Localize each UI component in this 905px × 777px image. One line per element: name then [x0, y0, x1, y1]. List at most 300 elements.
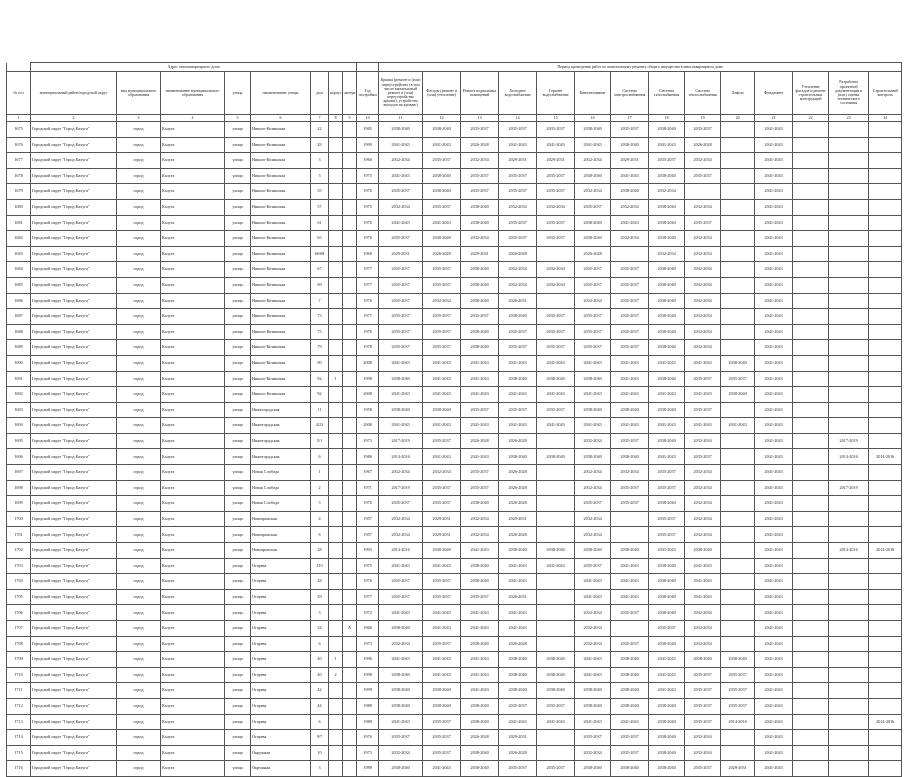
- table-cell: 1693: [7, 402, 31, 418]
- table-cell: [869, 340, 902, 356]
- table-cell: [343, 168, 357, 184]
- table-cell: 2041-2043: [379, 137, 423, 153]
- table-cell: 2032-2034: [611, 199, 649, 215]
- table-cell: Городской округ "Город Калуга": [31, 418, 117, 434]
- table-cell: 1960: [357, 153, 379, 169]
- table-cell: 2038-2040: [649, 636, 685, 652]
- table-cell: [343, 433, 357, 449]
- table-cell: [537, 480, 575, 496]
- table-cell: 2035-2037: [379, 589, 423, 605]
- column-header: Утепление фасадов и ремонт строительных конструкций: [793, 72, 829, 115]
- table-cell: 2032-2034: [537, 262, 575, 278]
- table-cell: Новоаровская: [251, 527, 311, 543]
- table-cell: город: [117, 667, 161, 683]
- table-cell: 3: [311, 496, 329, 512]
- table-cell: город: [117, 636, 161, 652]
- table-cell: улица: [225, 480, 251, 496]
- table-cell: 2041-2043: [685, 418, 721, 434]
- table-cell: 1976: [357, 574, 379, 590]
- table-cell: [869, 605, 902, 621]
- table-cell: Городской округ "Город Калуга": [31, 246, 117, 262]
- table-cell: 34: [311, 621, 329, 637]
- table-cell: [793, 589, 829, 605]
- table-cell: 1976: [357, 231, 379, 247]
- table-cell: 2035-2037: [499, 184, 537, 200]
- table-cell: 2035-2037: [611, 340, 649, 356]
- table-cell: 2032-2034: [685, 621, 721, 637]
- table-cell: 1677: [7, 153, 31, 169]
- table-cell: Городской округ "Город Калуга": [31, 199, 117, 215]
- table-cell: улица: [225, 418, 251, 434]
- table-cell: Николо-Козинская: [251, 262, 311, 278]
- table-cell: 2035-2037: [537, 231, 575, 247]
- table-cell: город: [117, 621, 161, 637]
- table-cell: 2041-2043: [611, 355, 649, 371]
- table-cell: [329, 433, 343, 449]
- table-cell: 2041-2043: [499, 714, 537, 730]
- table-cell: улица: [225, 574, 251, 590]
- table-cell: Огарева: [251, 730, 311, 746]
- table-row: [7, 449, 902, 465]
- table-row: [7, 574, 902, 590]
- table-cell: 1975: [357, 168, 379, 184]
- table-cell: 2035-2037: [649, 621, 685, 637]
- table-cell: 2038-2040: [537, 543, 575, 559]
- column-header: Разработка проектной документации и (или) оценка технического состояния: [829, 72, 869, 115]
- table-cell: [829, 231, 869, 247]
- table-cell: Городской округ "Город Калуга": [31, 231, 117, 247]
- table-cell: 1714: [7, 730, 31, 746]
- table-cell: Городской округ "Город Калуга": [31, 153, 117, 169]
- table-cell: [721, 543, 755, 559]
- table-cell: 2035-2037: [499, 698, 537, 714]
- table-cell: 2014-2016: [379, 449, 423, 465]
- table-cell: [329, 605, 343, 621]
- table-cell: 2038-2040: [423, 168, 461, 184]
- table-cell: [537, 293, 575, 309]
- table-cell: 2041-2043: [423, 355, 461, 371]
- table-row: [7, 231, 902, 247]
- table-cell: 2041-2043: [611, 371, 649, 387]
- table-cell: 2035-2037: [575, 558, 611, 574]
- table-row: [7, 340, 902, 356]
- table-cell: Николо-Козинская: [251, 340, 311, 356]
- table-cell: [829, 527, 869, 543]
- table-cell: [329, 543, 343, 559]
- column-number: 5: [225, 115, 251, 122]
- table-cell: 2041-2043: [379, 355, 423, 371]
- column-number: 20: [721, 115, 755, 122]
- table-cell: 2032-2034: [685, 496, 721, 512]
- table-cell: 2041-2043: [755, 309, 793, 325]
- table-cell: 1989: [357, 761, 379, 777]
- table-cell: 2032-2034: [685, 340, 721, 356]
- table-cell: улица: [225, 527, 251, 543]
- table-cell: [829, 683, 869, 699]
- table-cell: [829, 496, 869, 512]
- table-cell: [343, 262, 357, 278]
- table-cell: 2041-2043: [461, 355, 499, 371]
- table-cell: 1701: [7, 527, 31, 543]
- table-cell: 2029-2031: [461, 246, 499, 262]
- table-cell: 2035-2037: [423, 730, 461, 746]
- table-cell: Городской округ "Город Калуга": [31, 652, 117, 668]
- table-cell: 2029-2031: [611, 153, 649, 169]
- column-number: 7: [311, 115, 329, 122]
- table-cell: 1: [329, 652, 343, 668]
- table-cell: 2038-2040: [537, 371, 575, 387]
- table-cell: Николо-Козинская: [251, 184, 311, 200]
- table-cell: Городской округ "Город Калуга": [31, 589, 117, 605]
- table-cell: 2035-2037: [379, 340, 423, 356]
- table-cell: 1706: [7, 605, 31, 621]
- table-cell: 2041-2043: [755, 246, 793, 262]
- table-cell: 2041-2043: [423, 621, 461, 637]
- table-cell: [793, 667, 829, 683]
- table-cell: [537, 465, 575, 481]
- table-cell: 2035-2037: [379, 496, 423, 512]
- table-cell: [721, 449, 755, 465]
- table-cell: Огарева: [251, 574, 311, 590]
- table-cell: 2041-2043: [755, 122, 793, 138]
- column-header: Фасады (ремонт и (или) утепление): [423, 72, 461, 115]
- table-cell: Городской округ "Город Калуга": [31, 168, 117, 184]
- table-cell: 6: [311, 449, 329, 465]
- table-cell: Городской округ "Город Калуга": [31, 621, 117, 637]
- table-cell: [793, 527, 829, 543]
- table-cell: 2038-2040: [611, 543, 649, 559]
- table-cell: Огарева: [251, 589, 311, 605]
- table-cell: [329, 215, 343, 231]
- column-header: наименование муниципального образования: [161, 72, 225, 115]
- table-cell: Нижегородская: [251, 449, 311, 465]
- table-cell: 2038-2040: [649, 574, 685, 590]
- table-cell: [329, 137, 343, 153]
- table-cell: 2038-2040: [499, 543, 537, 559]
- table-cell: [829, 402, 869, 418]
- table-cell: 1996: [357, 652, 379, 668]
- table-cell: 2032-2034: [575, 480, 611, 496]
- table-cell: 2038-2040: [379, 698, 423, 714]
- table-cell: [329, 402, 343, 418]
- table-cell: 2014-2016: [869, 714, 902, 730]
- table-cell: улица: [225, 667, 251, 683]
- table-cell: город: [117, 137, 161, 153]
- table-cell: улица: [225, 465, 251, 481]
- table-cell: [343, 714, 357, 730]
- table-cell: 1975: [357, 558, 379, 574]
- table-cell: город: [117, 371, 161, 387]
- table-cell: [343, 465, 357, 481]
- repair-schedule-table: [6, 62, 902, 777]
- table-cell: 5/1: [311, 433, 329, 449]
- table-cell: [793, 184, 829, 200]
- table-cell: 2041-2043: [755, 714, 793, 730]
- table-cell: [793, 309, 829, 325]
- table-cell: 1690: [7, 355, 31, 371]
- table-cell: 1683: [7, 246, 31, 262]
- table-cell: [343, 605, 357, 621]
- table-cell: Огарева: [251, 714, 311, 730]
- table-cell: [343, 652, 357, 668]
- table-cell: 2032-2034: [575, 621, 611, 637]
- table-cell: [537, 605, 575, 621]
- table-cell: 2035-2037: [379, 231, 423, 247]
- table-cell: 2038-2040: [423, 231, 461, 247]
- table-cell: 2041-2043: [423, 371, 461, 387]
- table-cell: [329, 122, 343, 138]
- table-cell: 2041-2043: [685, 387, 721, 403]
- table-cell: город: [117, 215, 161, 231]
- table-cell: [793, 465, 829, 481]
- table-cell: 2035-2037: [423, 636, 461, 652]
- table-cell: 2029-2031: [721, 761, 755, 777]
- table-cell: 2041-2043: [575, 574, 611, 590]
- table-cell: 2041-2043: [499, 558, 537, 574]
- table-cell: 2038-2040: [685, 543, 721, 559]
- table-cell: Городской округ "Город Калуга": [31, 527, 117, 543]
- table-cell: [329, 153, 343, 169]
- table-cell: [343, 745, 357, 761]
- table-cell: [343, 574, 357, 590]
- table-cell: Городской округ "Город Калуга": [31, 698, 117, 714]
- table-cell: 2032-2034: [685, 153, 721, 169]
- table-cell: 2038-2040: [461, 714, 499, 730]
- table-cell: [721, 137, 755, 153]
- table-cell: 2038-2040: [461, 636, 499, 652]
- table-cell: 2035-2037: [575, 277, 611, 293]
- table-cell: улица: [225, 402, 251, 418]
- table-cell: Городской округ "Город Калуга": [31, 465, 117, 481]
- table-cell: [343, 698, 357, 714]
- table-cell: улица: [225, 262, 251, 278]
- table-cell: город: [117, 168, 161, 184]
- table-cell: 1976: [357, 184, 379, 200]
- table-cell: [829, 324, 869, 340]
- table-cell: [793, 730, 829, 746]
- table-cell: [829, 277, 869, 293]
- table-cell: [793, 137, 829, 153]
- table-cell: 2041-2043: [423, 137, 461, 153]
- table-cell: улица: [225, 371, 251, 387]
- table-cell: [537, 527, 575, 543]
- table-cell: 1704: [7, 574, 31, 590]
- table-cell: 2038-2040: [575, 449, 611, 465]
- table-cell: 2035-2037: [575, 730, 611, 746]
- table-cell: 2035-2037: [499, 761, 537, 777]
- table-cell: 2041-2043: [499, 387, 537, 403]
- table-cell: [329, 387, 343, 403]
- table-cell: 2041-2043: [537, 387, 575, 403]
- table-cell: 2038-2040: [461, 262, 499, 278]
- column-header: улица: [225, 72, 251, 115]
- table-cell: 40: [311, 667, 329, 683]
- table-cell: 2035-2037: [611, 262, 649, 278]
- table-cell: 1711: [7, 683, 31, 699]
- table-cell: Городской округ "Город Калуга": [31, 480, 117, 496]
- table-cell: Калуга: [161, 527, 225, 543]
- table-row: [7, 371, 902, 387]
- table-cell: Калуга: [161, 199, 225, 215]
- table-cell: 7: [311, 293, 329, 309]
- table-cell: город: [117, 402, 161, 418]
- table-cell: [721, 636, 755, 652]
- table-cell: 2038-2040: [575, 122, 611, 138]
- table-cell: [343, 231, 357, 247]
- table-cell: 2035-2037: [685, 761, 721, 777]
- table-cell: Калуга: [161, 402, 225, 418]
- table-cell: [793, 324, 829, 340]
- table-cell: [869, 480, 902, 496]
- column-number: 17: [611, 115, 649, 122]
- table-cell: 2032-2034: [423, 293, 461, 309]
- table-cell: 66/68: [311, 246, 329, 262]
- table-cell: Новая Слобода: [251, 480, 311, 496]
- table-cell: Калуга: [161, 153, 225, 169]
- table-cell: 1972: [357, 605, 379, 621]
- table-cell: 2029-2031: [423, 527, 461, 543]
- table-cell: 2041-2043: [423, 215, 461, 231]
- table-cell: [869, 309, 902, 325]
- table-cell: 90: [311, 355, 329, 371]
- table-cell: 2041-2043: [685, 589, 721, 605]
- table-cell: 2032-2034: [461, 527, 499, 543]
- table-cell: 2035-2037: [611, 433, 649, 449]
- table-cell: Николо-Козинская: [251, 309, 311, 325]
- table-cell: 2035-2037: [649, 511, 685, 527]
- table-cell: 2026-2028: [499, 636, 537, 652]
- table-cell: 2041-2043: [611, 558, 649, 574]
- table-cell: 2038-2040: [649, 324, 685, 340]
- table-cell: Огарева: [251, 621, 311, 637]
- table-cell: 28: [311, 574, 329, 590]
- table-cell: 2038-2040: [611, 667, 649, 683]
- table-cell: 2041-2043: [755, 480, 793, 496]
- table-cell: [793, 543, 829, 559]
- table-cell: [721, 465, 755, 481]
- table-cell: 2041-2043: [575, 667, 611, 683]
- table-cell: 79: [311, 340, 329, 356]
- table-cell: [329, 340, 343, 356]
- table-cell: [869, 418, 902, 434]
- table-cell: 2041-2043: [755, 277, 793, 293]
- table-cell: Городской округ "Город Калуга": [31, 683, 117, 699]
- table-cell: 29: [311, 589, 329, 605]
- table-cell: 2035-2037: [611, 309, 649, 325]
- table-cell: 1685: [7, 277, 31, 293]
- table-cell: 2029-2031: [499, 153, 537, 169]
- table-cell: 2035-2037: [423, 324, 461, 340]
- table-cell: Огарева: [251, 558, 311, 574]
- table-cell: Городской округ "Город Калуга": [31, 277, 117, 293]
- table-cell: 2026-2028: [499, 496, 537, 512]
- table-cell: [793, 683, 829, 699]
- table-cell: 2035-2037: [499, 340, 537, 356]
- table-cell: 2038-2040: [649, 433, 685, 449]
- table-cell: 2041-2043: [755, 387, 793, 403]
- table-cell: 2041-2043: [755, 589, 793, 605]
- table-cell: 2041-2043: [755, 402, 793, 418]
- table-cell: Нижегородская: [251, 402, 311, 418]
- table-cell: Калуга: [161, 371, 225, 387]
- table-cell: 40: [311, 652, 329, 668]
- table-cell: Калуга: [161, 621, 225, 637]
- table-cell: 2038-2040: [423, 683, 461, 699]
- table-cell: 1710: [7, 667, 31, 683]
- table-cell: 2032-2034: [575, 527, 611, 543]
- column-number-row: [7, 115, 902, 122]
- table-cell: 2038-2040: [575, 543, 611, 559]
- table-cell: 1679: [7, 184, 31, 200]
- table-cell: 2041-2043: [721, 418, 755, 434]
- table-cell: [829, 293, 869, 309]
- table-cell: 2041-2043: [423, 449, 461, 465]
- table-row: [7, 153, 902, 169]
- table-cell: Калуга: [161, 745, 225, 761]
- table-cell: 2038-2040: [649, 340, 685, 356]
- table-cell: [329, 589, 343, 605]
- program-table-sheet: [6, 62, 899, 777]
- table-cell: улица: [225, 589, 251, 605]
- table-cell: Городской округ "Город Калуга": [31, 714, 117, 730]
- table-cell: 2026-2031: [499, 293, 537, 309]
- table-cell: 2035-2037: [685, 122, 721, 138]
- table-cell: 73: [311, 309, 329, 325]
- table-cell: 2038-2040: [649, 277, 685, 293]
- table-cell: Калуга: [161, 558, 225, 574]
- table-cell: Городской округ "Город Калуга": [31, 449, 117, 465]
- table-body: [7, 122, 902, 777]
- table-cell: [869, 199, 902, 215]
- table-cell: Калуга: [161, 761, 225, 777]
- table-cell: 2038-2040: [461, 340, 499, 356]
- table-cell: [721, 309, 755, 325]
- table-cell: 2041-2043: [537, 714, 575, 730]
- table-row: [7, 418, 902, 434]
- table-cell: 2032-2034: [685, 511, 721, 527]
- table-cell: город: [117, 698, 161, 714]
- table-cell: [869, 293, 902, 309]
- table-cell: 2038-2040: [499, 683, 537, 699]
- table-cell: 2032-2034: [379, 527, 423, 543]
- table-cell: [721, 480, 755, 496]
- table-cell: [329, 277, 343, 293]
- table-cell: [829, 153, 869, 169]
- table-cell: 57: [311, 199, 329, 215]
- table-cell: [793, 418, 829, 434]
- table-cell: Городской округ "Город Калуга": [31, 730, 117, 746]
- table-cell: [869, 667, 902, 683]
- table-cell: 2014-2016: [379, 543, 423, 559]
- column-number: 12: [423, 115, 461, 122]
- table-cell: Городской округ "Город Калуга": [31, 558, 117, 574]
- table-cell: 2029-2031: [379, 246, 423, 262]
- table-cell: 2041-2043: [499, 355, 537, 371]
- table-cell: 1686: [7, 293, 31, 309]
- table-cell: 2035-2037: [423, 574, 461, 590]
- table-cell: 2035-2037: [423, 340, 461, 356]
- table-cell: 1682: [7, 231, 31, 247]
- table-cell: [329, 745, 343, 761]
- table-cell: 2041-2043: [755, 605, 793, 621]
- table-cell: [869, 527, 902, 543]
- table-cell: Калуга: [161, 449, 225, 465]
- table-cell: 2041-2043: [755, 262, 793, 278]
- table-cell: 1696: [7, 449, 31, 465]
- table-cell: 2035-2037: [379, 324, 423, 340]
- table-cell: [869, 730, 902, 746]
- table-cell: 2026-2028: [685, 137, 721, 153]
